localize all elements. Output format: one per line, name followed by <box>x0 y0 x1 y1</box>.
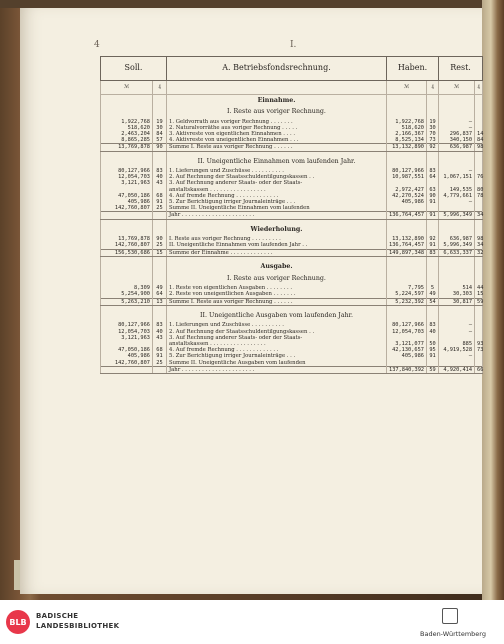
cell-soll: 142,760,807 <box>101 205 153 212</box>
table-row <box>101 291 483 298</box>
cell-hc: 92 <box>427 236 439 242</box>
currency-rest: ℳ <box>439 81 475 95</box>
cell-rest: — <box>439 199 475 205</box>
cell-desc: Summe I. Reste aus voriger Rechnung . . . . . . <box>167 298 387 305</box>
cell-soll: 518,620 <box>101 125 153 131</box>
section-uneig-einnahmen: II. Uneigentliche Einnahmen vom laufenden Jahr. <box>167 156 387 168</box>
cell-rest: — <box>439 353 475 359</box>
cell-hab: 80,127,966 <box>387 322 427 328</box>
caption-blank <box>475 273 483 285</box>
cell-soll: 5,254,900 <box>101 291 153 298</box>
cell-soll: 405,986 <box>101 199 153 205</box>
caption-blank <box>101 107 153 119</box>
cell-soll: 1,922,768 <box>101 119 153 125</box>
cell-desc: Jahr . . . . . . . . . . . . . . . . . . . . . . <box>167 366 387 373</box>
section-wiederholung: Wiederholung. <box>167 224 387 236</box>
cell-rest: 4,779,661 <box>439 193 475 199</box>
cell-sc: 43 <box>153 335 167 341</box>
cell-desc: anstaltskassen . . . . . . . . . . . . . . . . . <box>167 341 387 347</box>
cell-hab: 8,525,134 <box>387 137 427 144</box>
cell-hab <box>387 360 427 367</box>
cell-hab: 149,897,348 <box>387 249 427 256</box>
caption-blank <box>475 224 483 236</box>
cell-hc: 91 <box>427 199 439 205</box>
cell-hc: 5 <box>427 285 439 291</box>
region-name: Baden-Württemberg <box>420 630 486 638</box>
caption-blank <box>475 107 483 119</box>
cell-sc: 90 <box>153 236 167 242</box>
cell-desc: 1. Lieferungen und Zuschüsse . . . . . . . . . . <box>167 322 387 328</box>
currency-row <box>101 81 483 95</box>
cell-rest: 4,920,414 <box>439 366 475 373</box>
cell-rc: 59 <box>475 298 483 305</box>
state-seal-icon <box>442 608 458 624</box>
cell-soll: 405,986 <box>101 353 153 359</box>
cell-desc: 5. Zur Berichtigung irriger Journaleinträge . . . <box>167 353 387 359</box>
caption-blank <box>387 95 427 107</box>
cell-rc: 44 <box>475 285 483 291</box>
cell-sc: 57 <box>153 137 167 144</box>
cell-sc: 49 <box>153 285 167 291</box>
caption-blank <box>439 310 475 322</box>
cell-rest: 296,837 <box>439 131 475 137</box>
cell-sc: 43 <box>153 180 167 186</box>
cell-desc: 3. Auf Rechnung anderer Staats- oder der Staats- <box>167 335 387 341</box>
caption-blank <box>153 156 167 168</box>
cell-hab: 136,764,457 <box>387 242 427 249</box>
cell-soll: 47,050,186 <box>101 347 153 353</box>
caption-blank <box>153 107 167 119</box>
cell-soll: 13,769,878 <box>101 144 153 151</box>
cell-rest: 4,919,528 <box>439 347 475 353</box>
cell-hc: 83 <box>427 249 439 256</box>
cell-hc <box>427 205 439 212</box>
cell-hc: 30 <box>427 125 439 131</box>
cell-hab: 12,054,703 <box>387 329 427 335</box>
cell-sc: 25 <box>153 242 167 249</box>
cell-hc: 91 <box>427 353 439 359</box>
section-reste-prev-row <box>101 107 483 119</box>
currency-soll-cents: ₰ <box>153 81 167 95</box>
caption-blank <box>439 224 475 236</box>
cell-sc: 19 <box>153 119 167 125</box>
cell-hab: 42,130,657 <box>387 347 427 353</box>
caption-blank <box>427 261 439 273</box>
cell-hc: 40 <box>427 329 439 335</box>
cell-sc: 83 <box>153 168 167 174</box>
header-soll: Soll. <box>101 57 167 81</box>
caption-blank <box>387 310 427 322</box>
caption-blank <box>427 310 439 322</box>
cell-rc: 93 <box>475 341 483 347</box>
cell-hc: 63 <box>427 187 439 193</box>
header-title: A. Betriebsfondsrechnung. <box>167 57 387 81</box>
cell-rest: 30,303 <box>439 291 475 298</box>
cell-rest: 636,987 <box>439 236 475 242</box>
cell-soll: 156,530,686 <box>101 249 153 256</box>
currency-soll: ℳ <box>101 81 153 95</box>
cell-desc: 4. Auf fremde Rechnung . . . . . . . . . . . . . <box>167 347 387 353</box>
caption-blank <box>387 224 427 236</box>
cell-sc: 83 <box>153 322 167 328</box>
cell-sc <box>153 366 167 373</box>
cell-rc: 14 <box>475 131 483 137</box>
caption-blank <box>475 261 483 273</box>
cell-rest: 5,996,349 <box>439 242 475 249</box>
sum-row <box>101 298 483 305</box>
cell-sc: 64 <box>153 291 167 298</box>
cell-hab: 137,840,392 <box>387 366 427 373</box>
sum-row-line1 <box>101 360 483 367</box>
caption-blank <box>475 310 483 322</box>
cell-soll: 80,127,966 <box>101 168 153 174</box>
caption-blank <box>427 107 439 119</box>
cell-rest: 6,633,337 <box>439 249 475 256</box>
cell-desc: Jahr . . . . . . . . . . . . . . . . . . . . . . <box>167 212 387 219</box>
cell-rest: — <box>439 322 475 328</box>
cell-soll: 80,127,966 <box>101 322 153 328</box>
cell-rest: 149,535 <box>439 187 475 193</box>
cell-hc: 49 <box>427 291 439 298</box>
cell-desc: 2. Auf Rechnung der Staatsschuldentilgungskassen . . <box>167 174 387 180</box>
section-reste-prev-ausgabe-row <box>101 273 483 285</box>
cell-hab: 405,986 <box>387 353 427 359</box>
page-number: 4 <box>94 40 100 50</box>
section-ausgabe: Ausgabe. <box>167 261 387 273</box>
cell-rc: 78 <box>475 193 483 199</box>
cell-rc: 34 <box>475 212 483 219</box>
cell-rest: — <box>439 125 475 131</box>
cell-hab: 136,764,457 <box>387 212 427 219</box>
cell-soll: 12,054,703 <box>101 329 153 335</box>
caption-blank <box>439 95 475 107</box>
cell-sc: 68 <box>153 193 167 199</box>
cell-rc: 84 <box>475 137 483 144</box>
cell-hc: 54 <box>427 298 439 305</box>
cell-desc: I. Reste aus voriger Rechnung . . . . . . . . . <box>167 236 387 242</box>
table-row <box>101 242 483 249</box>
cell-desc: 5. Zur Berichtigung irriger Journaleinträge . . . <box>167 199 387 205</box>
cell-desc: Summe der Einnahme . . . . . . . . . . . . . <box>167 249 387 256</box>
cell-soll: 13,769,878 <box>101 236 153 242</box>
caption-blank <box>427 95 439 107</box>
cell-sc: 90 <box>153 144 167 151</box>
cell-rest: 1,067,151 <box>439 174 475 180</box>
cell-hab: 13,132,890 <box>387 236 427 242</box>
ledger-body <box>101 81 483 374</box>
header-haben: Haben. <box>387 57 439 81</box>
cell-soll: 3,121,963 <box>101 180 153 186</box>
caption-blank <box>427 156 439 168</box>
cell-desc: 2. Naturalvorräthe aus voriger Rechnung . . . . . <box>167 125 387 131</box>
cell-hab: 13,132,890 <box>387 144 427 151</box>
cell-hab: 2,166,367 <box>387 131 427 137</box>
cell-desc: Summe II. Uneigentliche Einnahmen vom laufenden <box>167 205 387 212</box>
cell-rc: 66 <box>475 366 483 373</box>
cell-sc: 91 <box>153 353 167 359</box>
caption-blank <box>101 310 153 322</box>
cell-rc: 76 <box>475 174 483 180</box>
caption-blank <box>153 273 167 285</box>
cell-hab: 2,972,427 <box>387 187 427 193</box>
table-row <box>101 137 483 144</box>
caption-blank <box>387 261 427 273</box>
sum-row-line2 <box>101 366 483 373</box>
caption-blank <box>153 261 167 273</box>
caption-blank <box>153 310 167 322</box>
cell-sc: 25 <box>153 360 167 367</box>
cell-hc: 50 <box>427 341 439 347</box>
cell-sc: 68 <box>153 347 167 353</box>
caption-blank <box>475 95 483 107</box>
sum-row-line2 <box>101 212 483 219</box>
section-ausgabe-row <box>101 261 483 273</box>
cell-hc: 91 <box>427 212 439 219</box>
cell-desc: II. Uneigentliche Einnahmen vom laufenden Jahr . . <box>167 242 387 249</box>
cell-hab: 3,121,077 <box>387 341 427 347</box>
cell-soll: 8,309 <box>101 285 153 291</box>
cell-hc: 70 <box>427 131 439 137</box>
cell-hab: 42,270,524 <box>387 193 427 199</box>
cell-hc: 83 <box>427 322 439 328</box>
cell-hab: 5,232,392 <box>387 298 427 305</box>
caption-blank <box>387 107 427 119</box>
cell-hab: 1,922,768 <box>387 119 427 125</box>
cell-desc: 1. Reste von eigentlichen Ausgaben . . . . . . . . <box>167 285 387 291</box>
cell-rest: 514 <box>439 285 475 291</box>
cell-sc: 25 <box>153 205 167 212</box>
cell-sc: 40 <box>153 329 167 335</box>
cell-soll: 142,760,807 <box>101 242 153 249</box>
caption-blank <box>101 261 153 273</box>
caption-blank <box>101 156 153 168</box>
cell-hab: 518,620 <box>387 125 427 131</box>
caption-blank <box>387 156 427 168</box>
caption-blank <box>101 273 153 285</box>
cell-hc: 59 <box>427 366 439 373</box>
cell-desc: 1. Lieferungen und Zuschüsse . . . . . . . . . . <box>167 168 387 174</box>
cell-hc: 73 <box>427 137 439 144</box>
ledger-table <box>100 56 483 374</box>
caption-blank <box>475 156 483 168</box>
cell-hab: 7,795 <box>387 285 427 291</box>
cell-desc: 4. Aktivreste von uneigentlichen Einnahmen . . . <box>167 137 387 144</box>
caption-blank <box>153 95 167 107</box>
cell-rest <box>439 205 475 212</box>
section-wiederholung-row <box>101 224 483 236</box>
page-stack-edge <box>482 0 504 600</box>
sum-row <box>101 144 483 151</box>
cell-rest: — <box>439 329 475 335</box>
page-section-numeral: I. <box>290 40 297 50</box>
cell-rc: 73 <box>475 347 483 353</box>
cell-rc: 32 <box>475 249 483 256</box>
cell-rc: 98 <box>475 144 483 151</box>
cell-hab: 405,986 <box>387 199 427 205</box>
cell-soll: 47,050,186 <box>101 193 153 199</box>
cell-desc: Summe II. Uneigentliche Ausgaben vom laufenden <box>167 360 387 367</box>
cell-rc <box>475 205 483 212</box>
cell-desc: 3. Aktivreste von eigentlichen Einnahmen . . . . <box>167 131 387 137</box>
section-einnahme-row <box>101 95 483 107</box>
cell-sc <box>153 212 167 219</box>
cell-sc: 91 <box>153 199 167 205</box>
cell-sc: 84 <box>153 131 167 137</box>
cell-soll: 8,865,285 <box>101 137 153 144</box>
cell-hc: 95 <box>427 347 439 353</box>
section-reste-prev: I. Reste aus voriger Rechnung. <box>167 107 387 119</box>
cell-rc: 98 <box>475 236 483 242</box>
caption-blank <box>439 273 475 285</box>
cell-soll <box>101 366 153 373</box>
cell-hc <box>427 360 439 367</box>
cell-rc: 34 <box>475 242 483 249</box>
cell-hab: 10,987,551 <box>387 174 427 180</box>
cell-desc: 2. Auf Rechnung der Staatsschuldentilgungskassen . . <box>167 329 387 335</box>
cell-hc: 64 <box>427 174 439 180</box>
cell-rest: 340,150 <box>439 137 475 144</box>
cell-desc: Summe I. Reste aus voriger Rechnung . . . . . . <box>167 144 387 151</box>
cell-hc: 92 <box>427 144 439 151</box>
caption-blank <box>101 224 153 236</box>
sum-row <box>101 249 483 256</box>
cell-desc: 2. Reste von uneigentlichen Ausgaben . . . . . . . <box>167 291 387 298</box>
caption-blank <box>101 95 153 107</box>
cell-desc: 3. Auf Rechnung anderer Staats- oder der Staats- <box>167 180 387 186</box>
section-uneig-ausgaben: II. Uneigentliche Ausgaben vom laufenden Jahr. <box>167 310 387 322</box>
cell-soll: 2,463,204 <box>101 131 153 137</box>
currency-haben-cents: ₰ <box>427 81 439 95</box>
cell-rest: — <box>439 168 475 174</box>
cell-soll: 12,054,703 <box>101 174 153 180</box>
section-uneig-ausgaben-row <box>101 310 483 322</box>
cell-hab <box>387 205 427 212</box>
cell-soll <box>101 212 153 219</box>
cell-sc: 13 <box>153 298 167 305</box>
cell-rest: 5,996,349 <box>439 212 475 219</box>
cell-hc: 91 <box>427 242 439 249</box>
cell-rest: — <box>439 119 475 125</box>
library-footer <box>0 600 504 644</box>
currency-haben: ℳ <box>387 81 427 95</box>
cell-desc: 4. Auf fremde Rechnung . . . . . . . . . . . . . <box>167 193 387 199</box>
caption-blank <box>153 224 167 236</box>
book-cover-edge <box>0 0 504 8</box>
section-einnahme: Einnahme. <box>167 95 387 107</box>
currency-desc-blank <box>167 81 387 95</box>
header-rest: Rest. <box>439 57 483 81</box>
caption-blank <box>439 261 475 273</box>
section-uneig-einnahmen-row <box>101 156 483 168</box>
cell-sc: 30 <box>153 125 167 131</box>
cell-sc: 15 <box>153 249 167 256</box>
cell-hab: 80,127,966 <box>387 168 427 174</box>
caption-blank <box>387 273 427 285</box>
cell-soll: 142,760,807 <box>101 360 153 367</box>
blb-logo-icon: BLB <box>6 610 30 634</box>
caption-blank <box>439 156 475 168</box>
cell-rc: 15 <box>475 291 483 298</box>
cell-rest: 30,817 <box>439 298 475 305</box>
cell-rc: 80 <box>475 187 483 193</box>
cell-hab: 5,224,597 <box>387 291 427 298</box>
cell-sc: 40 <box>153 174 167 180</box>
cell-desc: anstaltskassen . . . . . . . . . . . . . . . . . <box>167 187 387 193</box>
section-reste-prev-ausgabe: I. Reste aus voriger Rechnung. <box>167 273 387 285</box>
cell-rest: 636,987 <box>439 144 475 151</box>
sum-row-line1 <box>101 205 483 212</box>
cell-desc: 1. Geldvorrath aus voriger Rechnung . . . . . . . <box>167 119 387 125</box>
currency-rest-cents: ₰ <box>475 81 483 95</box>
library-name-line1: BADISCHE <box>36 612 79 620</box>
cell-rc <box>475 360 483 367</box>
caption-blank <box>427 224 439 236</box>
cell-rest <box>439 360 475 367</box>
cell-soll: 3,121,963 <box>101 335 153 341</box>
cell-rest: 885 <box>439 341 475 347</box>
cell-hc: 83 <box>427 168 439 174</box>
caption-blank <box>427 273 439 285</box>
cell-soll: 5,263,210 <box>101 298 153 305</box>
cell-hc: 19 <box>427 119 439 125</box>
library-name-line2: LANDESBIBLIOTHEK <box>36 622 120 630</box>
cell-hc: 90 <box>427 193 439 199</box>
caption-blank <box>439 107 475 119</box>
